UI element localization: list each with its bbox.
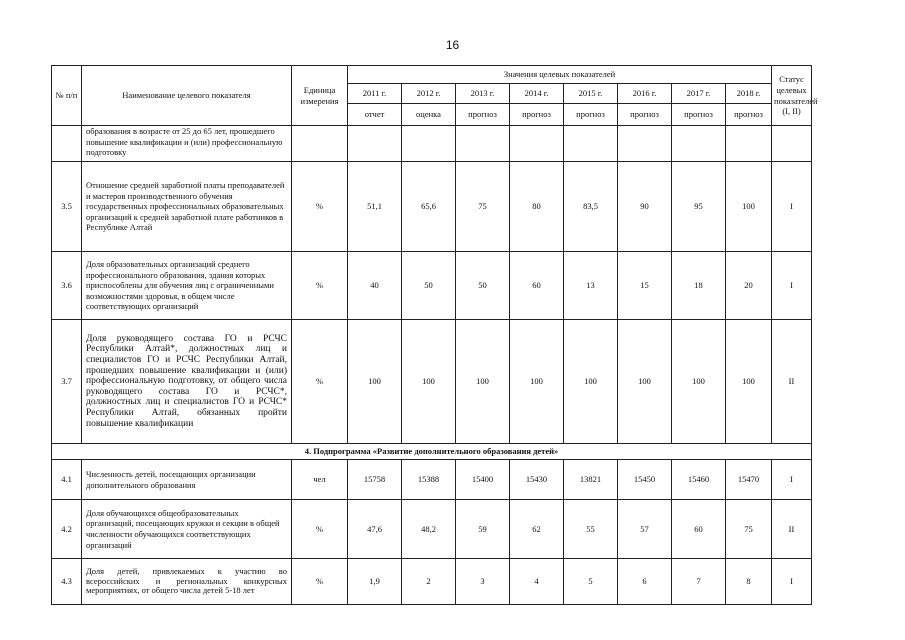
row-num: 4.3 <box>52 559 82 605</box>
status-cell: I <box>772 252 812 320</box>
unit-cell: % <box>292 162 348 252</box>
target-indicators-table <box>51 65 818 605</box>
value-cell: 90 <box>618 162 672 252</box>
header-values-title: Значения целевых показателей <box>348 66 772 84</box>
header-kind: отчет <box>348 104 402 126</box>
value-cell: 15470 <box>726 460 772 500</box>
table-row <box>52 126 812 162</box>
value-cell: 13 <box>564 252 618 320</box>
value-cell: 4 <box>510 559 564 605</box>
table-row <box>52 162 812 252</box>
value-cell: 6 <box>618 559 672 605</box>
row-num: 4.1 <box>52 460 82 500</box>
value-cell: 15460 <box>672 460 726 500</box>
header-year: 2014 г. <box>510 84 564 104</box>
value-cell: 3 <box>456 559 510 605</box>
indicator-name: Доля образовательных организаций среднего профессионального образования, здания которых приспособлены для обучения лиц с ограниченными возможностями здоровья, в общем числе соответствующих организаций <box>82 252 292 320</box>
header-kind: прогноз <box>510 104 564 126</box>
row-num: 3.5 <box>52 162 82 252</box>
table-row <box>52 460 812 500</box>
value-cell: 8 <box>726 559 772 605</box>
value-cell: 40 <box>348 252 402 320</box>
header-year: 2016 г. <box>618 84 672 104</box>
indicator-name: образования в возрасте от 25 до 65 лет, прошедшего повышение квалификации и (или) профессиональную подготовку <box>82 126 292 162</box>
value-cell: 47,6 <box>348 500 402 559</box>
header-year: 2015 г. <box>564 84 618 104</box>
value-cell: 48,2 <box>402 500 456 559</box>
value-cell: 15758 <box>348 460 402 500</box>
value-cell: 15400 <box>456 460 510 500</box>
row-num: 3.7 <box>52 320 82 444</box>
section-title: 4. Подпрограмма «Развитие дополнительного образования детей» <box>52 444 812 460</box>
value-cell: 7 <box>672 559 726 605</box>
value-cell: 15430 <box>510 460 564 500</box>
value-cell: 75 <box>456 162 510 252</box>
value-cell: 100 <box>348 320 402 444</box>
header-unit: Единица измерения <box>292 66 348 126</box>
value-cell: 2 <box>402 559 456 605</box>
header-kind: прогноз <box>726 104 772 126</box>
section-row <box>52 444 812 460</box>
header-name: Наименование целевого показателя <box>82 66 292 126</box>
value-cell: 55 <box>564 500 618 559</box>
unit-cell: % <box>292 320 348 444</box>
page-number: 16 <box>445 38 460 52</box>
status-cell: I <box>772 460 812 500</box>
value-cell: 100 <box>456 320 510 444</box>
header-kind: оценка <box>402 104 456 126</box>
status-cell: II <box>772 320 812 444</box>
row-num: 4.2 <box>52 500 82 559</box>
unit-cell: чел <box>292 460 348 500</box>
indicator-name: Доля детей, привлекаемых к участию во всероссийских и региональных конкурсных мероприятиях, от общего числа детей 5-18 лет <box>82 559 292 605</box>
table-row <box>52 320 812 444</box>
status-cell: I <box>772 559 812 605</box>
unit-cell: % <box>292 559 348 605</box>
value-cell: 59 <box>456 500 510 559</box>
value-cell: 57 <box>618 500 672 559</box>
indicator-name: Доля руководящего состава ГО и РСЧС Республики Алтай*, должностных лиц и специалистов ГО и РСЧС Республики Алтай, прошедших повышение квалификации и (или) профессиональную подготовку, от общего числа руководящего состава ГО и РСЧС*, должностных лиц и специалистов ГО и РСЧС* Республики Алтай, обязанных пройти повышение квалификации <box>82 320 292 444</box>
value-cell: 15 <box>618 252 672 320</box>
header-num: № п/п <box>52 66 82 126</box>
value-cell: 15450 <box>618 460 672 500</box>
value-cell: 83,5 <box>564 162 618 252</box>
header-year: 2012 г. <box>402 84 456 104</box>
value-cell: 100 <box>726 162 772 252</box>
value-cell: 62 <box>510 500 564 559</box>
value-cell: 13821 <box>564 460 618 500</box>
header-kind: прогноз <box>456 104 510 126</box>
value-cell: 5 <box>564 559 618 605</box>
value-cell: 100 <box>726 320 772 444</box>
table-row <box>52 500 812 559</box>
row-num: 3.6 <box>52 252 82 320</box>
unit-cell: % <box>292 500 348 559</box>
indicator-name: Доля обучающихся общеобразовательных организаций, посещающих кружки и секции в общей численности обучающихся соответствующих организаций <box>82 500 292 559</box>
value-cell: 100 <box>564 320 618 444</box>
value-cell: 65,6 <box>402 162 456 252</box>
value-cell: 75 <box>726 500 772 559</box>
unit-cell: % <box>292 252 348 320</box>
header-year: 2018 г. <box>726 84 772 104</box>
value-cell: 95 <box>672 162 726 252</box>
header-year: 2017 г. <box>672 84 726 104</box>
header-year: 2011 г. <box>348 84 402 104</box>
value-cell: 60 <box>510 252 564 320</box>
indicator-name: Численность детей, посещающих организации дополнительного образования <box>82 460 292 500</box>
table-row <box>52 559 812 605</box>
header-kind: прогноз <box>618 104 672 126</box>
value-cell: 100 <box>402 320 456 444</box>
status-cell: II <box>772 500 812 559</box>
value-cell: 50 <box>402 252 456 320</box>
value-cell: 100 <box>510 320 564 444</box>
value-cell: 18 <box>672 252 726 320</box>
value-cell: 50 <box>456 252 510 320</box>
value-cell: 100 <box>672 320 726 444</box>
header-kind: прогноз <box>564 104 618 126</box>
value-cell: 60 <box>672 500 726 559</box>
table-row <box>52 252 812 320</box>
header-status: Статус целевых показателей (I, II) <box>772 66 812 126</box>
value-cell: 80 <box>510 162 564 252</box>
indicator-name: Отношение средней заработной платы преподавателей и мастеров производственного обучения государственных профессиональных образовательных организаций к средней заработной плате работников в Республике Алтай <box>82 162 292 252</box>
value-cell: 100 <box>618 320 672 444</box>
value-cell: 1,9 <box>348 559 402 605</box>
header-kind: прогноз <box>672 104 726 126</box>
value-cell: 15388 <box>402 460 456 500</box>
header-year: 2013 г. <box>456 84 510 104</box>
status-cell: I <box>772 162 812 252</box>
value-cell: 51,1 <box>348 162 402 252</box>
value-cell: 20 <box>726 252 772 320</box>
